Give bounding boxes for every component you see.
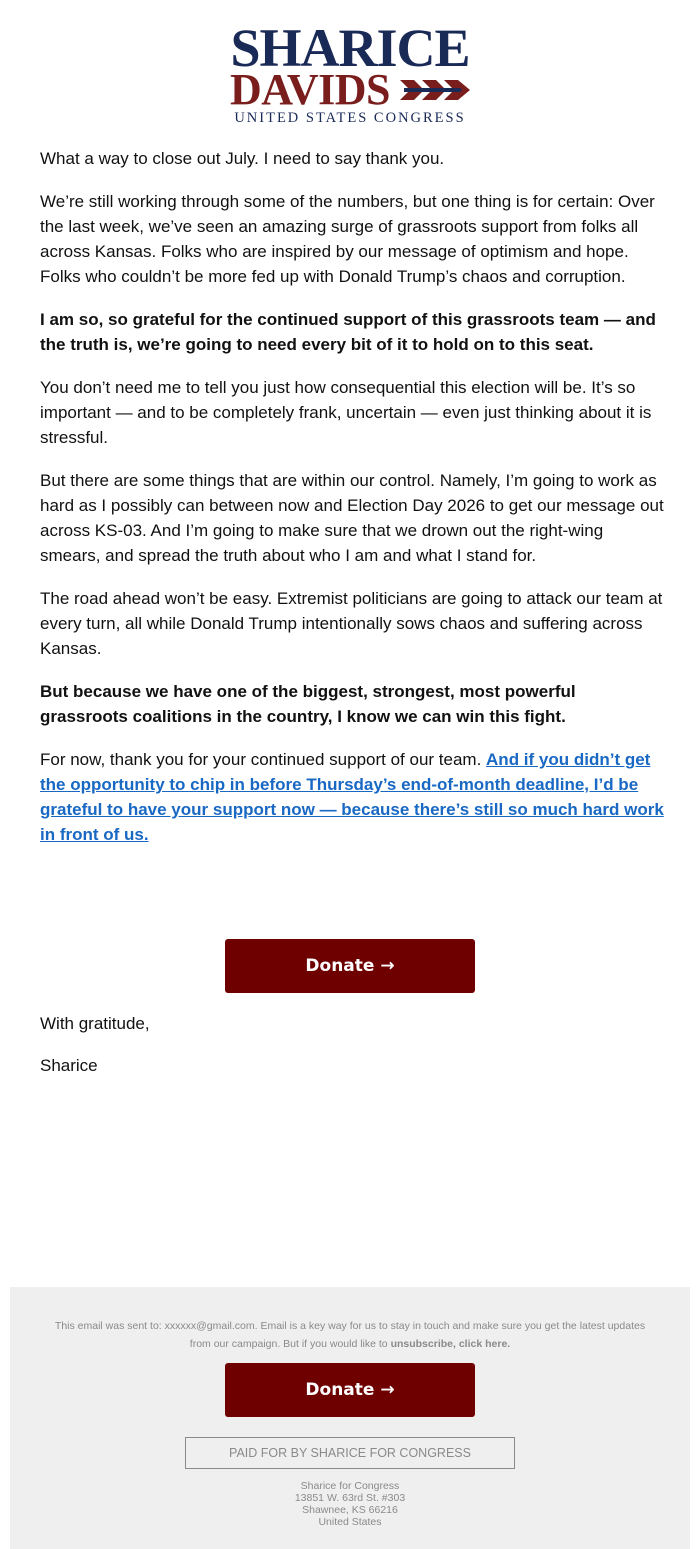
mailing-address [10,1480,690,1528]
address-line-city: Shawnee, KS 66216 [302,1504,398,1516]
signature: Sharice [40,1056,98,1075]
paid-for-by-disclaimer: PAID FOR BY SHARICE FOR CONGRESS [185,1437,515,1469]
email-body [40,146,665,865]
paragraph-grateful: I am so, so grateful for the continued support of this grassroots team — and the truth is, we’re going to need every bit of it to hold on to this seat. [40,310,656,354]
email-footer [10,1287,690,1549]
paragraph-control: But there are some things that are within our control. Namely, I’m going to work as hard as I possibly can between now and Election Day 2026 to get our message out across KS-03. And I’m going to make sure that we drown out the right-wing smears, and spread the truth about who I am and what I stand for. [40,471,664,565]
paragraph-ask [40,747,665,847]
sharice-davids-logo[interactable] [0,18,700,132]
paragraph-road-ahead: The road ahead won’t be easy. Extremist politicians are going to attack our team at every turn, all while Donald Trump intentionally sows chaos and suffering across Kansas. [40,589,663,658]
chevron-arrow-icon [400,77,472,103]
logo-tagline: UNITED STATES CONGRESS [234,110,466,126]
address-line-street: 13851 W. 63rd St. #303 [294,1492,406,1504]
address-line-org: Sharice for Congress [300,1480,400,1492]
footer-donate-button[interactable]: Donate → [225,1363,475,1417]
signoff: With gratitude, [40,1014,150,1033]
paragraph-grassroots-surge: We’re still working through some of the numbers, but one thing is for certain: Over the last week, we’ve seen an amazing surge of grassroots support from folks all across Kansas. Folks who are inspired by our message of optimism and hope. Folks who couldn’t be more fed up with Donald Trump’s chaos and corruption. [40,192,655,286]
logo-name-first: SHARICE [230,18,470,78]
unsubscribe-link[interactable]: unsubscribe, click here. [390,1338,511,1350]
footer-note [50,1317,650,1353]
donate-text-link[interactable]: And if you didn’t get the opportunity to chip in before Thursday’s end-of-month deadline, I’d be grateful to have your support now — because there’s still so much hard work in front of us. [40,750,664,844]
address-line-country: United States [318,1516,382,1528]
paragraph-coalition: But because we have one of the biggest, strongest, most powerful grassroots coalitions in the country, I know we can win this fight. [40,682,576,726]
footer-note-text: This email was sent to: xxxxxx@gmail.com. Email is a key way for us to stay in touch and make sure you get the latest updates from our campaign. But if you would like to [54,1320,646,1350]
ask-text: For now, thank you for your continued support of our team. [40,750,487,769]
paragraph-intro: What a way to close out July. I need to say thank you. [40,149,445,168]
paragraph-consequential: You don’t need me to tell you just how consequential this election will be. It’s so important — and to be completely frank, uncertain — even just thinking about it is stressful. [40,378,652,447]
logo-name-last: DAVIDS [230,65,391,114]
donate-button[interactable]: Donate → [225,939,475,993]
